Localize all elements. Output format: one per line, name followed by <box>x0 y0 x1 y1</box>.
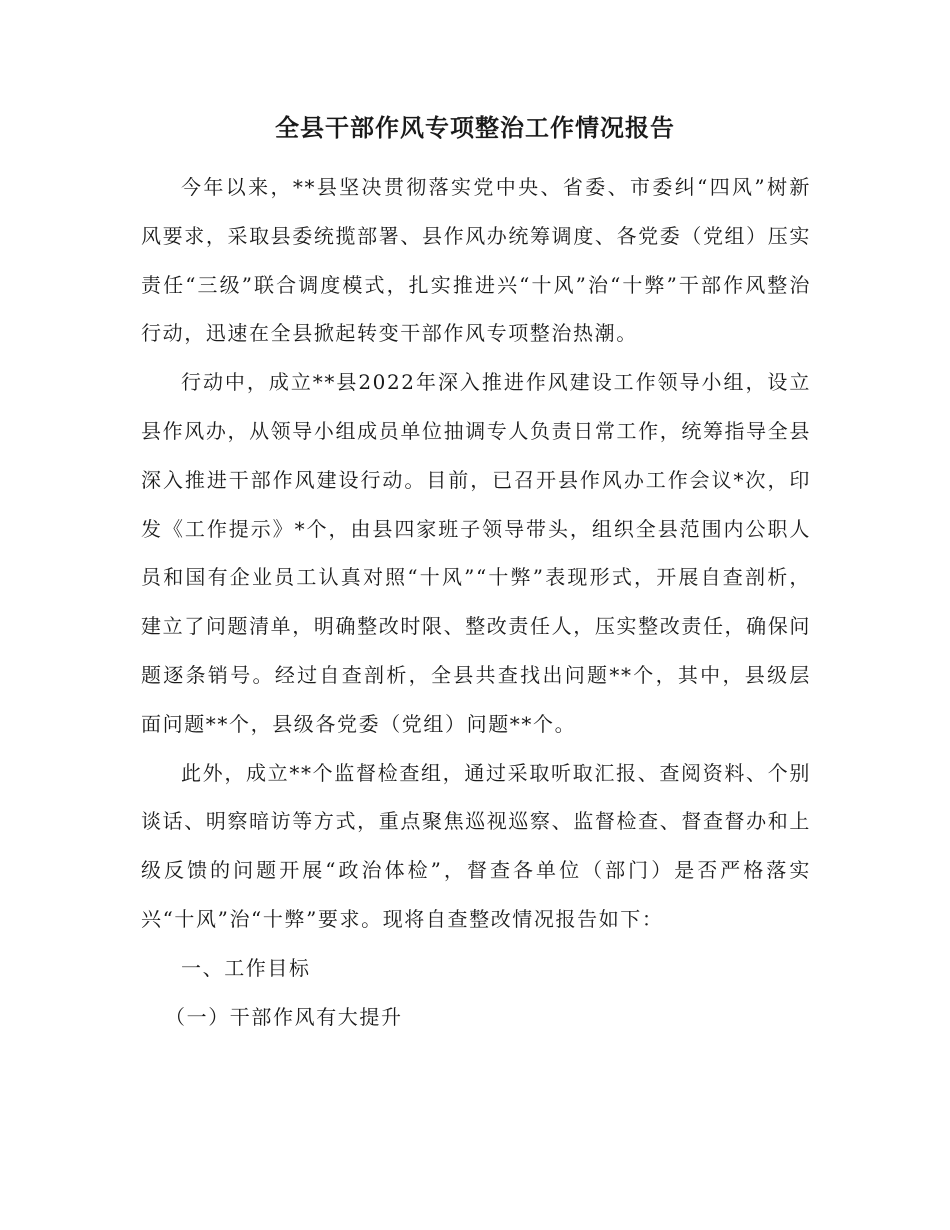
paragraph-supervision: 此外，成立**个监督检查组，通过采取听取汇报、查阅资料、个别谈话、明察暗访等方式，重点聚焦巡视巡察、监督检查、督查督办和上级反馈的问题开展“政治体检”，督查各单位（部门）是否严格落实兴“十风”治“十弊”要求。现将自查整改情况报告如下： <box>141 760 811 931</box>
paragraph-actions: 行动中，成立**县2022年深入推进作风建设工作领导小组，设立县作风办，从领导小组成员单位抽调专人负责日常工作，统筹指导全县深入推进干部作风建设行动。目前，已召开县作风办工作会议*次，印发《工作提示》*个，由县四家班子领导带头，组织全县范围内公职人员和国有企业员工认真对照“十风”“十弊”表现形式，开展自查剖析，建立了问题清单，明确整改时限、整改责任人，压实整改责任，确保问题逐条销号。经过自查剖析，全县共查找出问题**个，其中，县级层面问题**个，县级各党委（党组）问题**个。 <box>141 370 811 736</box>
section-heading: 一、工作目标 <box>181 955 311 980</box>
paragraph-intro: 今年以来，**县坚决贯彻落实党中央、省委、市委纠“四风”树新风要求，采取县委统揽部署、县作风办统筹调度、各党委（党组）压实责任“三级”联合调度模式，扎实推进兴“十风”治“十弊”干部作风整治行动，迅速在全县掀起转变干部作风专项整治热潮。 <box>141 175 811 346</box>
document-body <box>141 163 811 1041</box>
subsection-heading: （一）干部作风有大提升 <box>165 1004 403 1029</box>
document-title: 全县干部作风专项整治工作情况报告 <box>275 113 675 142</box>
